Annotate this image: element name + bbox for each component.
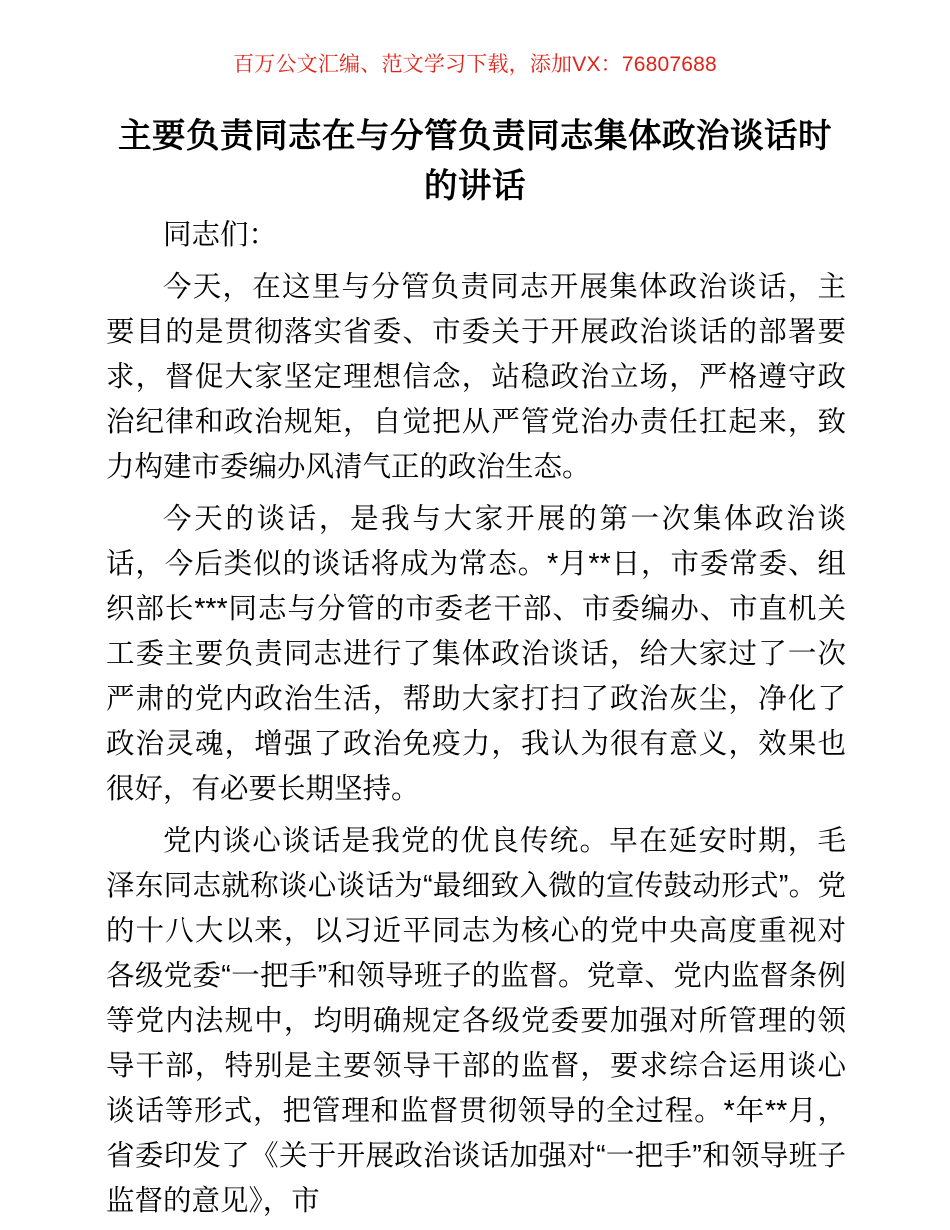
promo-banner (0, 52, 950, 77)
salutation-paragraph: 同志们： (163, 219, 278, 251)
promo-header-text: 百万公文汇编、范文学习下载，添加VX：76807688 (233, 53, 717, 76)
body-paragraph-2: 今天的谈话，是我与大家开展的第一次集体政治谈话，今后类似的谈话将成为常态。*月**日，市委常委、组织部长***同志与分管的市委老干部、市委编办、市直机关工委主要负责同志进行了集体政治谈话，给大家过了一次严肃的党内政治生活，帮助大家打扫了政治灰尘，净化了政治灵魂，增强了政治免疫力，我认为很有意义，效果也很好，有必要长期坚持。 (106, 503, 846, 805)
page-title: 主要负责同志在与分管负责同志集体政治谈话时的讲话 (118, 118, 832, 205)
document-body (106, 213, 846, 1224)
body-paragraph-3: 党内谈心谈话是我党的优良传统。早在延安时期，毛泽东同志就称谈心谈话为“最细致入微的宣传鼓动形式”。党的十八大以来，以习近平同志为核心的党中央高度重视对各级党委“一把手”和领导班子的监督。党章、党内监督条例等党内法规中，均明确规定各级党委要加强对所管理的领导干部，特别是主要领导干部的监督，要求综合运用谈心谈话等形式，把管理和监督贯彻领导的全过程。*年**月，省委印发了《关于开展政治谈话加强对“一把手”和领导班子监督的意见》，市 (106, 825, 846, 1217)
body-paragraph-1: 今天，在这里与分管负责同志开展集体政治谈话，主要目的是贯彻落实省委、市委关于开展政治谈话的部署要求，督促大家坚定理想信念，站稳政治立场，严格遵守政治纪律和政治规矩，自觉把从严管党治办责任扛起来，致力构建市委编办风清气正的政治生态。 (106, 271, 846, 483)
